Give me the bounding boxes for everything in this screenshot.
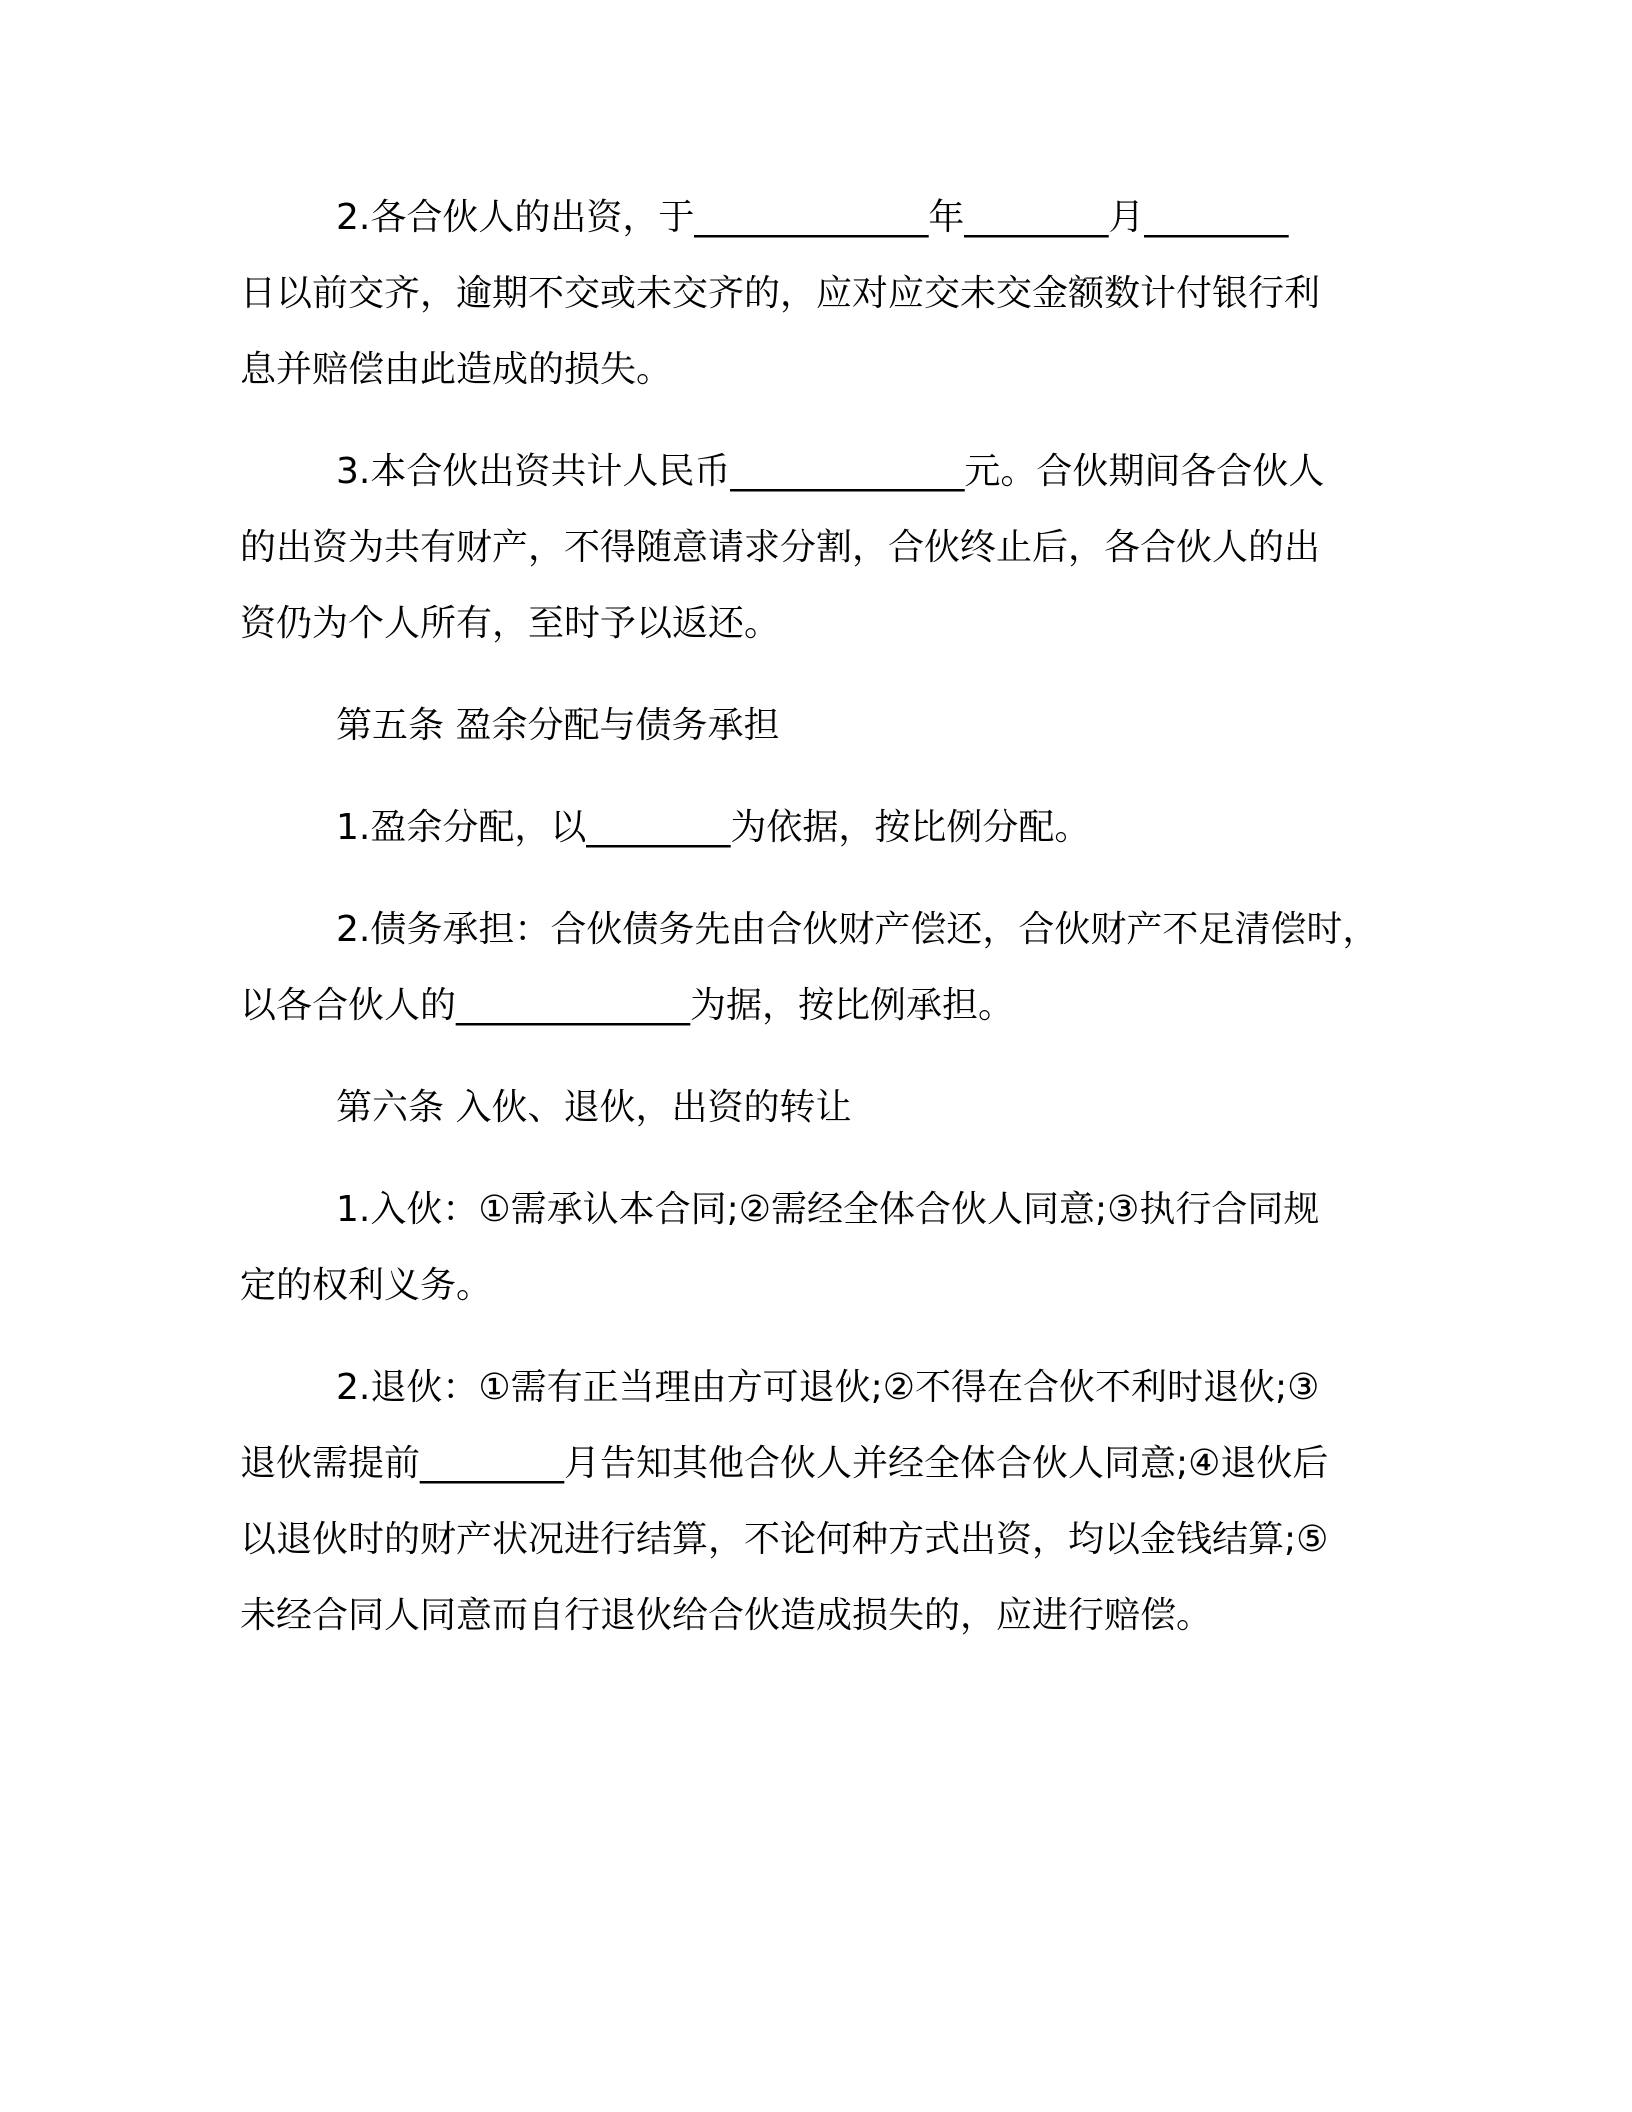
total-contribution-line-3: 资仍为个人所有，至时予以返还。 [240, 603, 781, 644]
withdrawal-line-2: 退伙需提前________月告知其他合伙人并经全体合伙人同意;④退伙后 [240, 1443, 1329, 1484]
debt-bearing-line-1: 2.债务承担：合伙债务先由合伙财产偿还，合伙财产不足清偿时， [336, 909, 1379, 950]
contribution-deadline-line-3: 息并赔偿由此造成的损失。 [240, 349, 673, 390]
contribution-deadline-line-1: 2.各合伙人的出资，于_____________年________月________ [336, 197, 1289, 238]
debt-bearing-line-2: 以各合伙人的_____________为据，按比例承担。 [240, 985, 1015, 1026]
article-6-heading: 第六条 入伙、退伙，出资的转让 [336, 1087, 852, 1128]
total-contribution-line-1: 3.本合伙出资共计人民币_____________元。合伙期间各合伙人 [336, 451, 1325, 492]
joining-line-2: 定的权利义务。 [240, 1265, 493, 1306]
withdrawal-line-3: 以退伙时的财产状况进行结算，不论何种方式出资，均以金钱结算;⑤ [240, 1519, 1329, 1560]
joining-line-1: 1.入伙：①需承认本合同;②需经全体合伙人同意;③执行合同规 [336, 1189, 1320, 1230]
total-contribution-line-2: 的出资为共有财产，不得随意请求分割，合伙终止后，各合伙人的出 [240, 527, 1321, 568]
profit-distribution-line-1: 1.盈余分配，以________为依据，按比例分配。 [336, 807, 1091, 848]
contribution-deadline-line-2: 日以前交齐，逾期不交或未交齐的，应对应交未交金额数计付银行利 [240, 273, 1321, 314]
withdrawal-line-1: 2.退伙：①需有正当理由方可退伙;②不得在合伙不利时退伙;③ [336, 1367, 1320, 1408]
article-5-heading: 第五条 盈余分配与债务承担 [336, 705, 780, 746]
withdrawal-line-4: 未经合同人同意而自行退伙给合伙造成损失的，应进行赔偿。 [240, 1595, 1213, 1636]
